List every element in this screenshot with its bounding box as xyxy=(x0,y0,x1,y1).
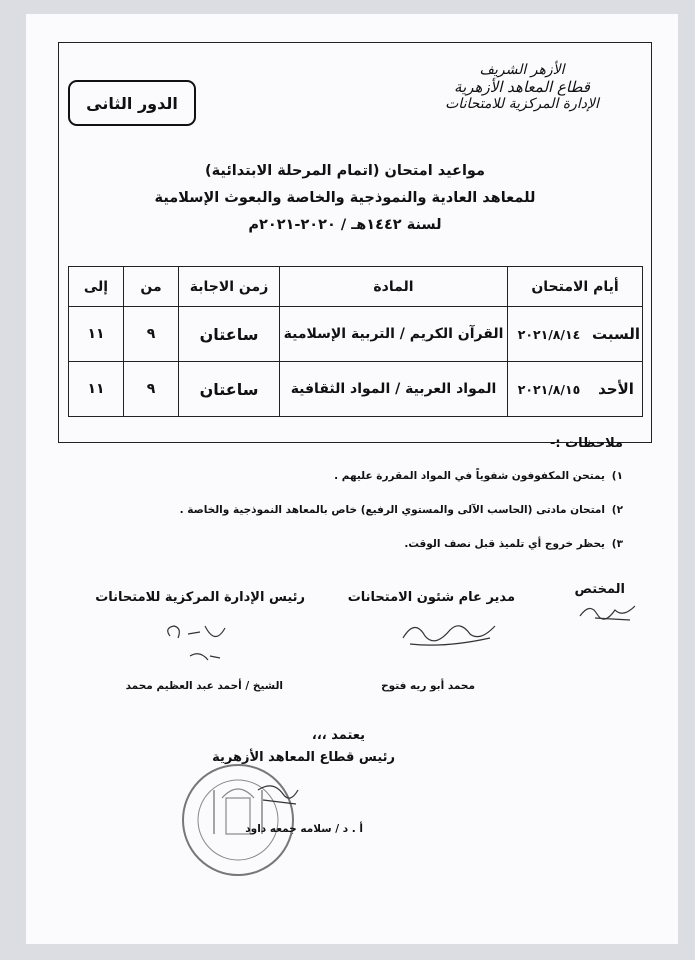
column-header-subject: المادة xyxy=(280,267,508,307)
institution-header xyxy=(437,62,607,113)
column-header-duration: زمن الاجابة xyxy=(179,267,280,307)
table-header-row xyxy=(69,267,643,307)
row-subject: المواد العربية / المواد الثقافية xyxy=(280,362,508,417)
row-day: الأحد xyxy=(590,362,643,417)
note-item xyxy=(334,470,623,482)
director-signature xyxy=(395,608,505,650)
column-header-to: إلى xyxy=(69,267,124,307)
director-title: مدير عام شئون الامتحانات xyxy=(347,590,515,605)
column-header-day: أيام الامتحان xyxy=(508,267,643,307)
header-line-2: قطاع المعاهد الأزهرية xyxy=(454,78,590,96)
note-item xyxy=(404,538,623,550)
row-subject: القرآن الكريم / التربية الإسلامية xyxy=(280,307,508,362)
note-text: امتحان مادتى (الحاسب الآلى والمستوي الرفيع) خاص بالمعاهد النموذجية والخاصة . xyxy=(179,504,605,516)
column-header-from: من xyxy=(124,267,179,307)
specialist-title: المختص xyxy=(574,582,625,597)
note-number: ٢) xyxy=(611,504,623,516)
specialist-signature xyxy=(575,598,645,624)
official-seal xyxy=(178,760,308,880)
row-from: ٩ xyxy=(124,362,179,417)
title-line-1: مواعيد امتحان (اتمام المرحلة الابتدائية) xyxy=(205,163,485,179)
row-date: ٢٠٢١/٨/١٤ xyxy=(508,307,591,362)
header-line-1: الأزهر الشريف xyxy=(479,62,565,78)
note-item xyxy=(180,504,623,516)
notes-heading: ملاحظات :- xyxy=(549,436,623,451)
exam-schedule-table xyxy=(68,266,643,417)
note-number: ٣) xyxy=(611,538,623,550)
central-admin-head-name: الشيخ / أحمد عبد العظيم محمد xyxy=(125,680,283,692)
title-line-3: لسنة ١٤٤٢هـ / ٢٠٢٠-٢٠٢١م xyxy=(248,217,442,233)
row-to: ١١ xyxy=(69,307,124,362)
row-duration: ساعتان xyxy=(179,362,280,417)
header-line-3: الإدارة المركزية للامتحانات xyxy=(445,96,599,112)
row-duration: ساعتان xyxy=(179,307,280,362)
sector-head-name: أ . د / سلامه جمعه داود xyxy=(245,823,363,835)
table-row xyxy=(69,362,643,417)
central-admin-head-title: رئيس الإدارة المركزية للامتحانات xyxy=(95,590,305,605)
document-title xyxy=(110,158,580,239)
head-signature xyxy=(160,616,240,668)
note-number: ١) xyxy=(611,470,623,482)
exam-round-badge: الدور الثانى xyxy=(68,80,196,126)
sector-head-title: رئيس قطاع المعاهد الأزهرية xyxy=(212,750,395,765)
row-to: ١١ xyxy=(69,362,124,417)
note-text: يحظر خروج أي تلميذ قبل نصف الوقت. xyxy=(404,538,605,550)
row-date: ٢٠٢١/٨/١٥ xyxy=(508,362,591,417)
title-line-2: للمعاهد العادية والنموذجية والخاصة والبعوث الإسلامية xyxy=(154,190,536,206)
row-day: السبت xyxy=(590,307,643,362)
director-name: محمد أبو ريه فتوح xyxy=(381,680,475,692)
row-from: ٩ xyxy=(124,307,179,362)
approval-label: يعتمد ،،، xyxy=(311,728,365,743)
table-row xyxy=(69,307,643,362)
note-text: يمتحن المكفوفون شفوياً في المواد المقررة عليهم . xyxy=(334,470,605,482)
